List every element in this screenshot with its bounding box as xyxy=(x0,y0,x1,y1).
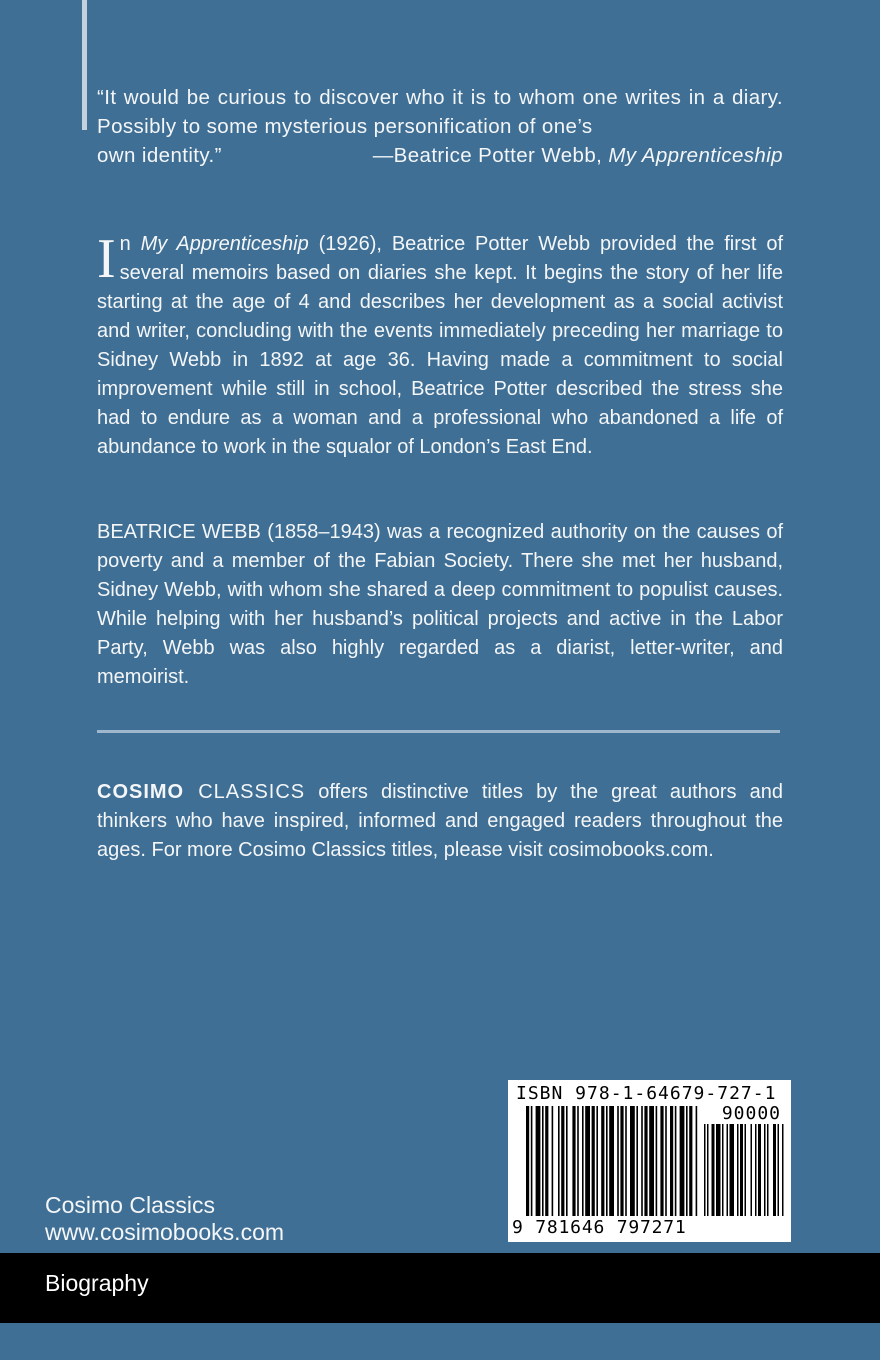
description-body: (1926), Beatrice Potter Webb provided the first of several memoirs based on diaries she kept. It begins the story of her life starting at the age of 4 and describes her development as a social activist and writer, concluding with the events immediately preceding her marriage to Sidney Webb in 1892 at age 36. Having made a commitment to social improvement while still in school, Beatrice Potter described the stress she had to endure as a woman and a professional who abandoned a life of abundance to work in the squalor of London’s East End. xyxy=(97,233,784,458)
series-blurb xyxy=(97,778,783,865)
quote-text: “It would be curious to discover who it is to whom one writes in a diary. Possibly to some mysterious personification of one’s xyxy=(97,86,783,138)
divider xyxy=(97,730,780,733)
drop-cap: I xyxy=(97,228,116,290)
series-blurb-text: offers distinctive titles by the great authors and thinkers who have inspired, informed and engaged readers throughout the ages. For more Cosimo Classics titles, please visit cosimobooks.com. xyxy=(97,781,783,861)
author-bio: BEATRICE WEBB (1858–1943) was a recognized authority on the causes of poverty and a member of the Fabian Society. There she met her husband, Sidney Webb, with whom she shared a deep commitment to populist causes. While helping with her husband’s political projects and active in the Labor Party, Webb was also highly regarded as a diarist, letter-writer, and memoirist. xyxy=(97,521,783,688)
quote-attribution-line xyxy=(97,141,783,170)
publisher-url: www.cosimobooks.com xyxy=(45,1219,285,1245)
publisher-name: Cosimo Classics xyxy=(45,1192,215,1218)
price-code: 90000 xyxy=(721,1103,781,1124)
isbn-label: ISBN 978-1-64679-727-1 xyxy=(516,1083,777,1104)
decorative-vertical-bar xyxy=(82,0,87,130)
quote-text-end: own identity.” xyxy=(97,144,222,167)
description-book-title: My Apprenticeship xyxy=(140,233,309,255)
series-brand-light: CLASSICS xyxy=(184,781,306,803)
series-brand-bold: COSIMO xyxy=(97,781,185,803)
category-label: Biography xyxy=(45,1270,149,1296)
isbn-barcode xyxy=(508,1080,791,1242)
quote-source-title: My Apprenticeship xyxy=(608,144,783,167)
book-description xyxy=(97,230,783,462)
publisher-info xyxy=(45,1192,284,1246)
epigraph-quote xyxy=(97,83,783,170)
quote-attribution: —Beatrice Potter Webb, My Apprenticeship xyxy=(372,144,783,167)
description-lead: n xyxy=(119,233,141,255)
isbn-digits: 9 781646 797271 xyxy=(512,1217,687,1238)
